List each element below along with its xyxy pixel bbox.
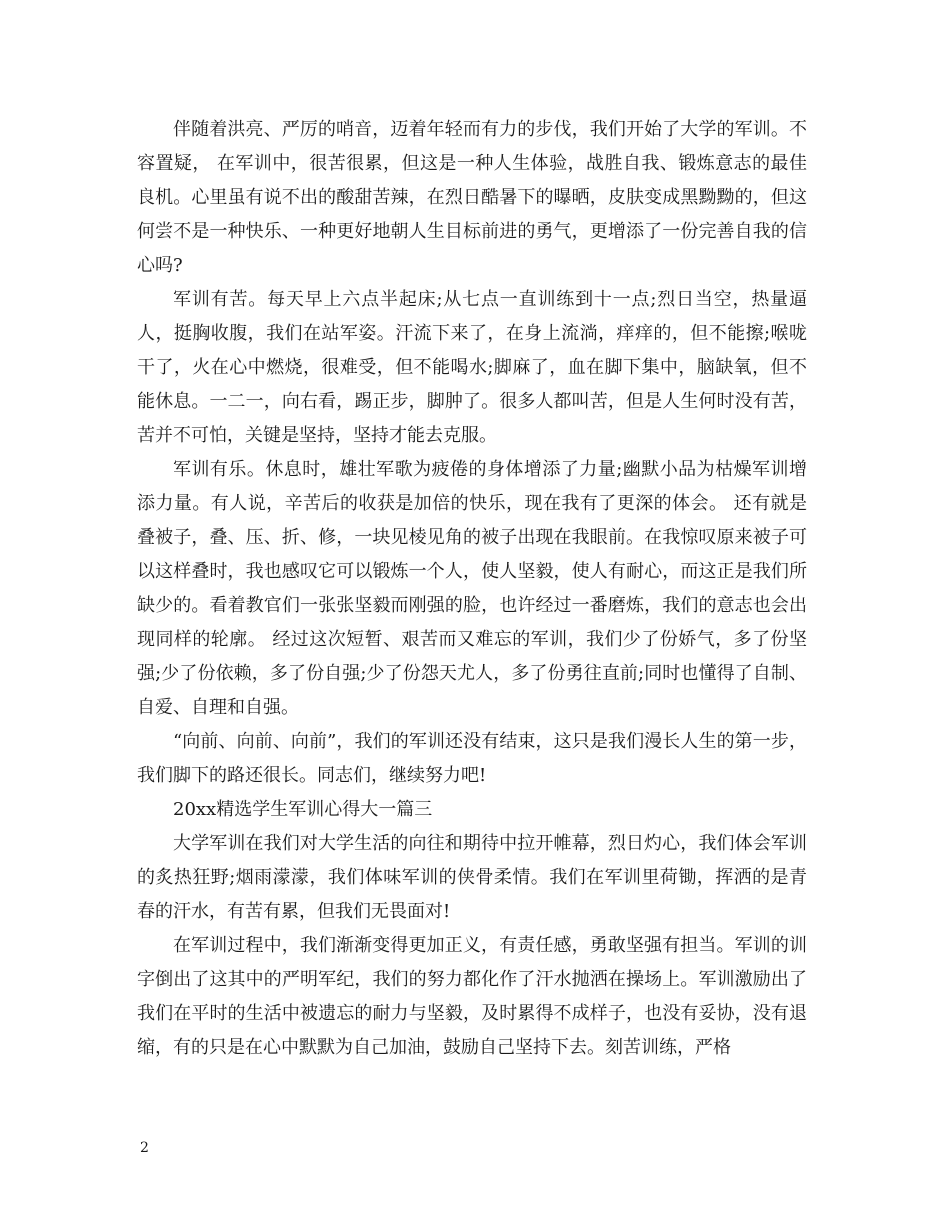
paragraph-1: 伴随着洪亮、严厉的哨音，迈着年轻而有力的步伐，我们开始了大学的军训。不容置疑， 在军训中，很苦很累，但这是一种人生体验，战胜自我、锻炼意志的最佳良机。心里虽有说不出的酸甜苦辣，在烈日酷暑下的曝晒，皮肤变成黑黝黝的，但这何尝不是一种快乐、一种更好地朝人生目标前进的勇气，更增添了一份完善自我的信心吗? [137, 119, 807, 276]
paragraph-6: 在军训过程中，我们渐渐变得更加正义，有责任感，勇敢坚强有担当。军训的训字倒出了这其中的严明军纪，我们的努力都化作了汗水抛洒在操场上。军训激励出了我们在平时的生活中被遗忘的耐力与坚毅，及时累得不成样子，也没有妥协，没有退缩，有的只是在心中默默为自己加油，鼓励自己坚持下去。刻苦训练，严格 [137, 935, 807, 1058]
paragraph-3: 军训有乐。休息时，雄壮军歌为疲倦的身体增添了力量;幽默小品为枯燥军训增添力量。有人说，辛苦后的收获是加倍的快乐，现在我有了更深的体会。 还有就是叠被子，叠、压、折、修，一块见棱见角的被子出现在我眼前。在我惊叹原来被子可以这样叠时，我也感叹它可以锻炼一个人，使人坚毅，使人有耐心，而这正是我们所缺少的。看着教官们一张张坚毅而刚强的脸，也许经过一番磨炼，我们的意志也会出现同样的轮廓。 经过这次短暂、艰苦而又难忘的军训，我们少了份娇气，多了份坚强;少了份依赖，多了份自强;少了份怨天尤人，多了份勇往直前;同时也懂得了自制、自爱、自理和自强。 [137, 459, 807, 718]
document-body [137, 113, 807, 1065]
paragraph-5: 大学军训在我们对大学生活的向往和期待中拉开帷幕，烈日灼心，我们体会军训的炙热狂野;烟雨濛濛，我们体味军训的侠骨柔情。我们在军训里荷锄，挥洒的是青春的汗水，有苦有累，但我们无畏面对! [137, 833, 807, 922]
section-heading: 20xx精选学生军训心得大一篇三 [173, 799, 433, 820]
paragraph-4: “向前、向前、向前”，我们的军训还没有结束，这只是我们漫长人生的第一步，我们脚下的路还很长。同志们，继续努力吧! [137, 731, 807, 786]
page-number: 2 [140, 1140, 149, 1156]
paragraph-2: 军训有苦。每天早上六点半起床;从七点一直训练到十一点;烈日当空，热量逼人，挺胸收腹，我们在站军姿。汗流下来了，在身上流淌，痒痒的，但不能擦;喉咙干了，火在心中燃烧，很难受，但不能喝水;脚麻了，血在脚下集中，脑缺氧，但不能休息。一二一，向右看，踢正步，脚肿了。很多人都叫苦，但是人生何时没有苦，苦并不可怕，关键是坚持，坚持才能去克服。 [137, 289, 807, 446]
